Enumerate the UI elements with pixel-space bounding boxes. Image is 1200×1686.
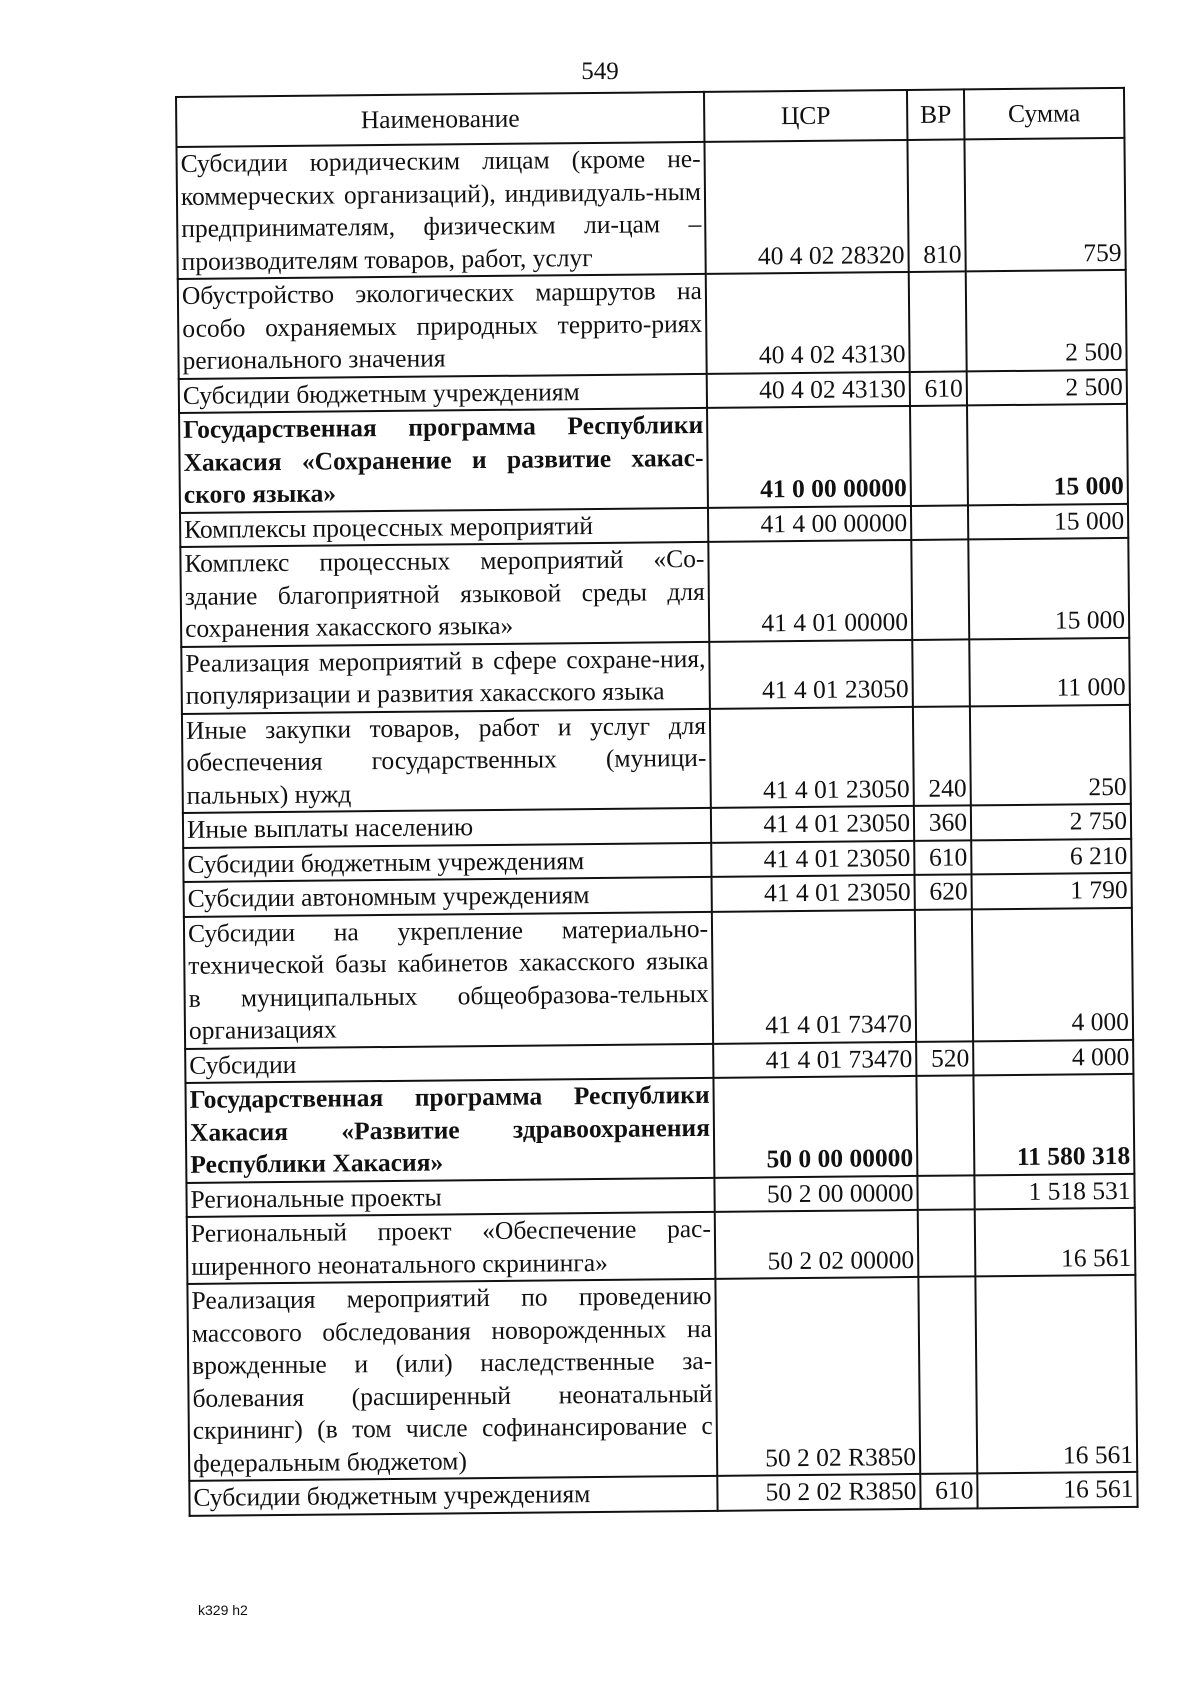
table-row (184, 907, 1133, 1048)
cell-name: Субсидии бюджетным учреждениям (183, 842, 711, 882)
table-row (182, 704, 1131, 813)
cell-csr: 50 2 02 R3850 (717, 1474, 920, 1510)
cell-sum: 11 580 318 (973, 1074, 1134, 1175)
cell-name: Субсидии автономным учреждениям (184, 877, 712, 917)
cell-sum: 250 (970, 704, 1131, 805)
cell-csr: 40 4 02 43130 (706, 272, 910, 373)
cell-vr: 520 (916, 1041, 973, 1076)
header-csr: ЦСР (704, 90, 907, 142)
cell-sum: 16 561 (975, 1208, 1136, 1277)
budget-table (175, 87, 1139, 1517)
cell-vr (911, 539, 969, 639)
cell-vr: 610 (914, 840, 971, 875)
budget-table-container (175, 87, 1137, 1517)
header-vr: ВР (907, 89, 964, 140)
cell-vr (915, 909, 973, 1042)
cell-name: Субсидии на укрепление материально-технической базы кабинетов хакасского языка в муниципальных общеобразова-тельных организациях (184, 911, 713, 1048)
cell-csr: 41 4 01 23050 (712, 875, 915, 911)
cell-sum: 11 000 (969, 637, 1130, 706)
cell-name: Обустройство экологических маршрутов на особо охраняемых природных террито-риях регионального значения (178, 274, 707, 379)
cell-sum: 15 000 (968, 503, 1128, 539)
cell-sum: 1 790 (972, 873, 1132, 909)
cell-csr: 50 0 00 00000 (713, 1076, 917, 1177)
cell-csr: 41 4 01 73470 (713, 1041, 916, 1077)
table-row (187, 1208, 1136, 1284)
cell-vr: 620 (915, 874, 972, 909)
cell-name: Субсидии бюджетным учреждениям (179, 373, 707, 413)
cell-name: Иные выплаты населению (183, 808, 711, 848)
cell-vr: 610 (910, 371, 967, 406)
cell-vr: 810 (907, 139, 965, 272)
table-row (185, 1074, 1134, 1183)
table-row (178, 270, 1127, 379)
cell-vr (911, 505, 968, 540)
cell-sum: 2 500 (967, 369, 1127, 405)
cell-sum: 16 561 (975, 1275, 1137, 1474)
cell-vr (910, 405, 968, 505)
cell-vr (909, 271, 967, 371)
cell-csr: 50 2 02 R3850 (715, 1277, 920, 1476)
cell-csr: 40 4 02 28320 (704, 140, 908, 274)
table-row (179, 404, 1128, 513)
cell-sum: 2 500 (966, 270, 1127, 371)
cell-name: Субсидии бюджетным учреждениям (189, 1476, 717, 1516)
cell-sum: 4 000 (973, 1039, 1133, 1075)
cell-name: Государственная программа Республики Хакасия «Развитие здравоохранения Республики Хакасия» (185, 1078, 714, 1183)
cell-name: Реализация мероприятий в сфере сохране-ния, популяризации и развития хакасского языка (181, 641, 710, 713)
cell-sum: 15 000 (967, 404, 1128, 505)
cell-name: Комплекс процессных мероприятий «Со-здание благоприятной языковой среды для сохранения хакасского языка» (180, 542, 709, 647)
footer-code: k329 h2 (198, 1602, 248, 1618)
cell-csr: 41 4 01 23050 (711, 840, 914, 876)
cell-name: Государственная программа Республики Хакасия «Сохранение и развитие хакас-ского языка» (179, 408, 708, 513)
cell-csr: 41 4 01 23050 (709, 639, 913, 708)
cell-name: Региональный проект «Обеспечение рас-ширенного неонатального скрининга» (187, 1212, 716, 1284)
cell-name: Реализация мероприятий по проведению массового обследования новорожденных на врожденные и (или) наследственные за-болевания (расширенный неонатальный скрининг) (в том числе софинансирование с федеральным бюджетом) (187, 1279, 717, 1481)
cell-sum: 15 000 (968, 538, 1129, 639)
cell-csr: 41 4 01 73470 (712, 909, 916, 1043)
cell-sum: 16 561 (977, 1472, 1137, 1508)
cell-csr: 41 4 01 23050 (710, 706, 914, 807)
cell-sum: 1 518 531 (974, 1173, 1134, 1209)
cell-vr (916, 1075, 974, 1175)
cell-name: Субсидии юридическим лицам (кроме не-коммерческих организаций), индивидуаль-ным предпринимателям, физическим ли-цам – производителям товаров, работ, услуг (176, 142, 705, 279)
cell-csr: 41 4 01 23050 (711, 806, 914, 842)
table-header-row (176, 88, 1124, 147)
cell-csr: 50 2 00 00000 (714, 1175, 917, 1211)
cell-vr: 610 (920, 1473, 977, 1508)
cell-name: Региональные проекты (186, 1177, 714, 1217)
table-row (176, 138, 1125, 279)
page-number: 549 (581, 58, 619, 85)
table-body (176, 138, 1137, 1516)
cell-name: Иные закупки товаров, работ и услуг для обеспечения государственных (муници-пальных) нужд (182, 708, 711, 813)
header-name: Наименование (176, 92, 704, 147)
cell-csr: 50 2 02 00000 (715, 1210, 919, 1279)
cell-csr: 41 4 00 00000 (708, 505, 911, 541)
cell-vr: 240 (913, 706, 971, 806)
cell-name: Комплексы процессных мероприятий (180, 507, 708, 547)
cell-vr: 360 (914, 805, 971, 840)
cell-sum: 759 (964, 138, 1125, 272)
cell-csr: 41 0 00 00000 (707, 406, 911, 507)
table-row (187, 1275, 1137, 1481)
cell-vr (918, 1276, 977, 1474)
table-row (180, 538, 1129, 647)
table-row (181, 637, 1130, 713)
cell-sum: 2 750 (971, 804, 1131, 840)
cell-vr (917, 1175, 974, 1210)
header-sum: Сумма (964, 88, 1124, 140)
cell-sum: 6 210 (971, 838, 1131, 874)
cell-vr (918, 1209, 976, 1277)
cell-csr: 41 4 01 00000 (708, 540, 912, 641)
cell-name: Субсидии (185, 1043, 713, 1083)
cell-csr: 40 4 02 43130 (707, 371, 910, 407)
cell-sum: 4 000 (972, 907, 1133, 1041)
cell-vr (912, 639, 970, 707)
